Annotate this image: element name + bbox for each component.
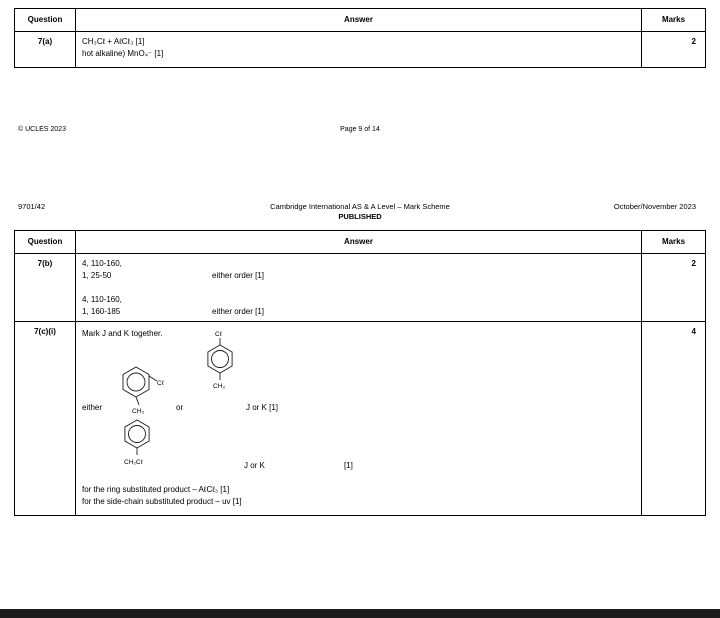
ch3-substituent-label: CH₃ [132, 408, 145, 415]
or-label: or [176, 403, 184, 412]
published-label: PUBLISHED [338, 212, 382, 221]
answer-cell [75, 254, 641, 321]
bond-to-cl [149, 376, 157, 381]
ch2cl-substituent-label: CH₂Cℓ [124, 459, 143, 466]
marking-note: J or K [1] [246, 403, 279, 412]
answer-line [82, 270, 635, 282]
answer-line [82, 306, 635, 318]
exam-session: October/November 2023 [613, 202, 696, 211]
answer-cell [75, 32, 641, 67]
either-label: either [82, 403, 103, 412]
table-row-7b [15, 253, 705, 321]
answer-line: 4, 110-160, [82, 259, 122, 268]
question-column-header: Question [27, 15, 63, 24]
answer-value: 1, 160-185 [82, 306, 121, 316]
question-column-header: Question [27, 237, 63, 246]
answer-line: 4, 110-160, [82, 295, 122, 304]
paper-code: 9701/42 [18, 202, 46, 211]
prev-page-answer-table [14, 8, 706, 68]
answer-column-header: Answer [75, 9, 641, 31]
marks-column-header: Marks [641, 9, 705, 31]
benzene-structure-side-chain-substituted [112, 414, 174, 476]
bond-to-ch3 [136, 397, 139, 405]
benzene-aromatic-circle [127, 373, 145, 391]
question-number: 7(b) [37, 259, 53, 268]
ch3-substituent-label: CH₃ [213, 383, 226, 390]
answer-line: CH₃Cℓ + AℓCℓ₃ [1] [82, 37, 145, 46]
answer-line: hot alkaline) MnO₄⁻ [1] [82, 48, 164, 58]
answer-value: 1, 25-50 [82, 270, 112, 280]
spacer [82, 281, 635, 294]
marking-note: either order [1] [212, 270, 265, 280]
benzene-structure-ring-substituted [114, 348, 176, 420]
table-header-row [15, 9, 705, 31]
question-number: 7(c)(i) [34, 327, 56, 336]
marks-column-header: Marks [641, 231, 705, 253]
marking-note: J or K [244, 461, 265, 470]
copyright-notice: © UCLES 2023 [18, 126, 66, 133]
benzene-aromatic-circle [129, 426, 146, 443]
document-title: Cambridge International AS & A Level – Mark Scheme [270, 202, 450, 211]
reagent-note: for the side-chain substituted product – uv [1] [82, 497, 242, 506]
table-row-7ci [15, 321, 705, 515]
answer-column-header: Answer [75, 231, 641, 253]
marks-value: 4 [641, 322, 705, 515]
reagent-note: for the ring substituted product – AℓCℓ₃ [1] [82, 485, 230, 494]
question-number: 7(a) [37, 37, 53, 46]
page-number: Page 9 of 14 [340, 126, 380, 133]
answer-cell [75, 322, 641, 515]
benzene-aromatic-circle [212, 351, 229, 368]
marks-value: 2 [641, 32, 705, 67]
marks-value: 2 [641, 254, 705, 321]
table-row-7a [15, 31, 705, 67]
answer-table [14, 230, 706, 516]
bottom-edge-bar [0, 609, 720, 618]
cl-substituent-label: Cℓ [157, 380, 164, 387]
table-header-row [15, 231, 705, 253]
benzene-structure-para-substituted [196, 328, 246, 398]
marking-instruction: Mark J and K together. [82, 329, 163, 338]
marking-note: either order [1] [212, 306, 265, 316]
cl-substituent-label: Cℓ [215, 331, 222, 338]
mark-tag: [1] [344, 461, 353, 470]
